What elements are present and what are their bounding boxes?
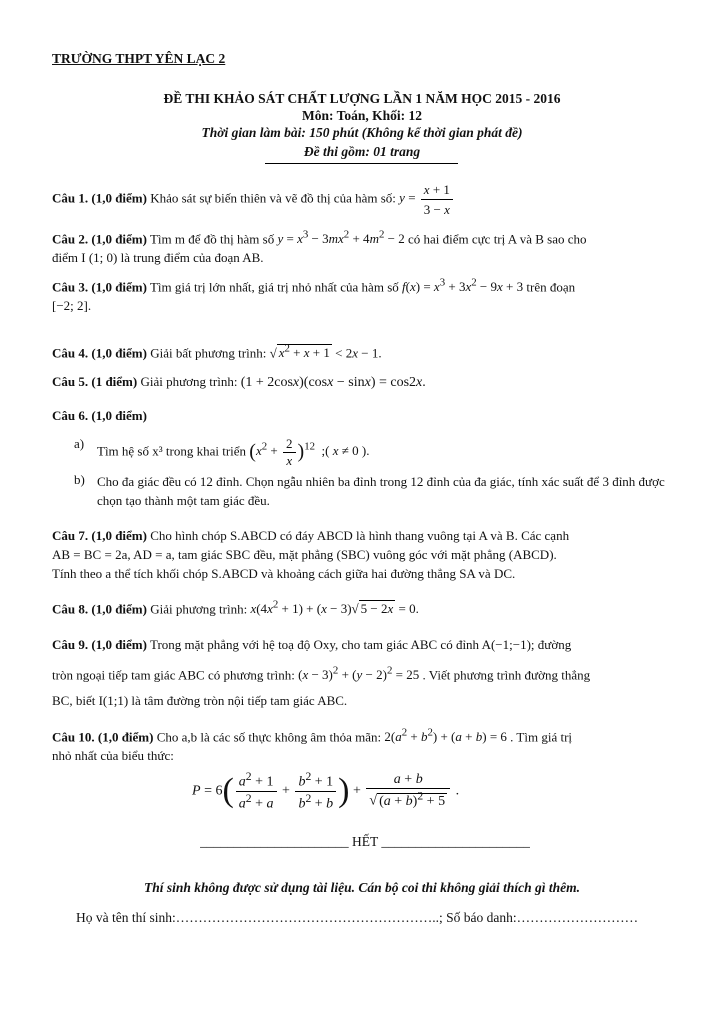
q4-text: Giải bất phương trình: <box>150 345 267 361</box>
q10-text-b: . Tìm giá trị <box>510 729 573 745</box>
q10-expression: P = 6( $\frac{a^2 + 1}{a^2 + a}$ + $\frac{b^2 + 1}{b^2 + b}$ ) + $\frac{a + b}{√ (a + b)^2 + 5}$ . <box>192 770 460 812</box>
question-2 <box>52 226 672 267</box>
end-mark-text: HẾT <box>352 834 378 849</box>
q2-label: Câu 2. (1,0 điểm) <box>52 231 147 247</box>
question-3 <box>52 274 672 315</box>
q3-interval: [−2; 2]. <box>52 298 92 314</box>
title-divider <box>265 163 458 164</box>
q8-label: Câu 8. (1,0 điểm) <box>52 601 147 617</box>
end-mark: ______________________ HẾT ______________________ <box>200 834 530 849</box>
question-8 <box>52 596 672 618</box>
q6a-text: Tìm hệ số x³ trong khai triển <box>97 443 247 459</box>
q10-text-c: nhỏ nhất của biểu thức: <box>52 748 174 764</box>
q7-text-a: Cho hình chóp S.ABCD có đáy ABCD là hình thang vuông tại A và B. Các cạnh <box>150 528 570 543</box>
q1-formula: y = $\frac{x + 1}{3 - x}$ <box>399 190 455 205</box>
q9-formula: $(x - 3)^2 + (y - 2)^2 = 25$ <box>298 665 420 683</box>
question-4 <box>52 340 672 362</box>
q8-formula: $x(4x^2 + 1) + (x - 3)√$ 5 − 2x = 0. <box>250 599 419 617</box>
q3-text-b: trên đoạn <box>526 279 576 295</box>
q3-formula: $f(x) = x^3 + 3x^2 - 9x + 3$ <box>402 277 524 295</box>
q6a-formula: ($x^2$ + $\frac{2}{x}$ )$^{12}$ ;( x ≠ 0 ). <box>249 436 370 468</box>
q2-text-c: điểm I (1; 0) là trung điểm của đoạn AB. <box>52 250 264 266</box>
question-1 <box>52 180 672 219</box>
q9-text-b: tròn ngoại tiếp tam giác ABC có phương trình: <box>52 667 295 683</box>
pages-line: Đề thi gồm: 01 trang <box>303 144 421 159</box>
q2-text-b: có hai điểm cực trị A và B sao cho <box>407 231 587 247</box>
q5-text: Giải phương trình: <box>140 374 238 389</box>
q1-text: Khảo sát sự biến thiên và vẽ đồ thị của hàm số: <box>150 190 396 206</box>
question-5 <box>52 372 672 392</box>
q6a-marker: a) <box>74 436 85 451</box>
q3-label: Câu 3. (1,0 điểm) <box>52 279 147 295</box>
q1-label: Câu 1. (1,0 điểm) <box>52 190 147 206</box>
q10-condition: $2(a^2 + b^2) + (a + b) = 6$ <box>384 727 507 745</box>
q7-text-b: AB = BC = 2a, AD = a, tam giác SBC đều, mặt phẳng (SBC) vuông góc với mặt phẳng (ABCD). <box>52 547 557 562</box>
q9-label: Câu 9. (1,0 điểm) <box>52 637 147 652</box>
subject-line: Môn: Toán, Khối: 12 <box>301 108 423 123</box>
candidate-info-line: Họ và tên thí sinh:…………………………………………………..; Số báo danh:……………………… <box>76 910 639 925</box>
q10-text-a: Cho a,b là các số thực không âm thỏa mãn: <box>156 729 382 745</box>
q6a-item <box>97 436 672 469</box>
time-line: Thời gian làm bài: 150 phút (Không kể thời gian phát đề) <box>201 125 523 140</box>
q6-label: Câu 6. (1,0 điểm) <box>52 408 147 423</box>
exam-note: Thí sinh không được sử dụng tài liệu. Cán bộ coi thi không giải thích gì thêm. <box>143 880 581 895</box>
q2-formula: $y = x^3 - 3mx^2 + 4m^2 - 2$ <box>277 229 405 247</box>
q4-label: Câu 4. (1,0 điểm) <box>52 345 147 361</box>
question-9 <box>52 632 672 714</box>
q7-label: Câu 7. (1,0 điểm) <box>52 528 147 543</box>
q9-text-a: Trong mặt phẳng với hệ toạ độ Oxy, cho tam giác ABC có đỉnh A(−1;−1); đường <box>149 637 572 652</box>
q9-text-d: BC, biết I(1;1) là tâm đường tròn nội tiếp tam giác ABC. <box>52 693 348 709</box>
q10-label: Câu 10. (1,0 điểm) <box>52 729 154 745</box>
q7-text-c: Tính theo a thể tích khối chóp S.ABCD và khoảng cách giữa hai đường thẳng SA và DC. <box>52 566 516 581</box>
exam-title: ĐỀ THI KHẢO SÁT CHẤT LƯỢNG LẦN 1 NĂM HỌC 2015 - 2016 <box>163 91 561 106</box>
q5-label: Câu 5. (1 điểm) <box>52 374 138 389</box>
question-10 <box>52 724 672 765</box>
q2-text-a: Tìm m để đồ thị hàm số <box>149 231 275 247</box>
q4-formula: √ $x^2 + x + 1 < 2x - 1$. <box>269 343 382 361</box>
q6b-marker: b) <box>74 472 85 487</box>
question-7 <box>52 526 672 583</box>
q6b-text: Cho đa giác đều có 12 đỉnh. Chọn ngẫu nhiên ba đỉnh trong 12 đỉnh của đa giác, tính xác suất để 3 đỉnh được chọn tạo thành một tam giác đều. <box>97 474 665 508</box>
school-name: TRƯỜNG THPT YÊN LẠC 2 <box>52 51 226 66</box>
q8-text: Giải phương trình: <box>150 601 248 617</box>
q9-text-c: . Viết phương trình đường thẳng <box>422 667 591 683</box>
q5-formula: (1 + 2cosx)(cosx − sinx) = cos2x. <box>240 375 426 390</box>
question-6 <box>52 406 672 425</box>
q3-text-a: Tìm giá trị lớn nhất, giá trị nhỏ nhất của hàm số <box>149 279 399 295</box>
